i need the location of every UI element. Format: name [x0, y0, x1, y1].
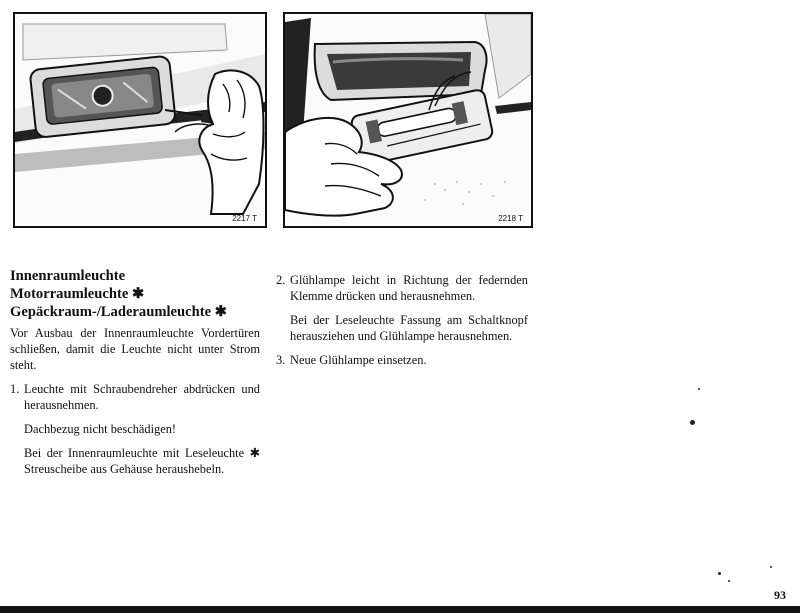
figure-replace-bulb: [283, 12, 533, 228]
heading-luggage-compartment-light: Gepäckraum-/Laderaumleuchte ✱: [10, 304, 227, 320]
scan-speck: [690, 420, 695, 425]
step-text: Leuchte mit Schraubendreher abdrücken und herausnehmen.: [24, 382, 260, 412]
scan-speck: [698, 388, 700, 390]
scan-speck: [728, 580, 730, 582]
scan-speck: [718, 572, 721, 575]
figure-id-label: 2217 T: [232, 214, 257, 223]
illustration-bulb-holder: [285, 14, 531, 226]
reading-light-note: Bei der Innenraumleuchte mit Leseleuchte ✱ Streuscheibe aus Gehäuse heraushebeln.: [24, 446, 260, 476]
step-text: Neue Glühlampe einsetzen.: [290, 353, 427, 367]
bottom-rule: [0, 606, 800, 613]
reading-light-bulb-note: Bei der Leseleuchte Fassung am Schaltknopf herausziehen und Glühlampe herausnehmen.: [290, 313, 528, 343]
figure-id-label: 2218 T: [498, 214, 523, 223]
step-text: Glühlampe leicht in Richtung der federnden Klemme drücken und herausnehmen.: [290, 273, 528, 303]
intro-paragraph: Vor Ausbau der Innenraumleuchte Vordertüren schließen, damit die Leuchte nicht unter Strom steht.: [10, 326, 260, 372]
step-number: 3.: [276, 353, 286, 367]
figure-remove-lamp: [13, 12, 267, 228]
caution-note: Dachbezug nicht beschädigen!: [24, 422, 177, 436]
scan-speck: [770, 566, 772, 568]
right-text-column: [276, 272, 528, 368]
step-number: 2.: [276, 273, 286, 287]
step-number: 1.: [10, 382, 20, 396]
page-number: 93: [774, 588, 786, 602]
step-3: [276, 352, 528, 368]
illustration-screwdriver-lamp: [15, 14, 265, 226]
step-1: [10, 381, 260, 413]
heading-engine-compartment-light: Motorraumleuchte ✱: [10, 286, 145, 302]
left-text-column: [10, 267, 260, 477]
heading-interior-light: Innenraumleuchte: [10, 268, 126, 284]
step-2: [276, 272, 528, 304]
